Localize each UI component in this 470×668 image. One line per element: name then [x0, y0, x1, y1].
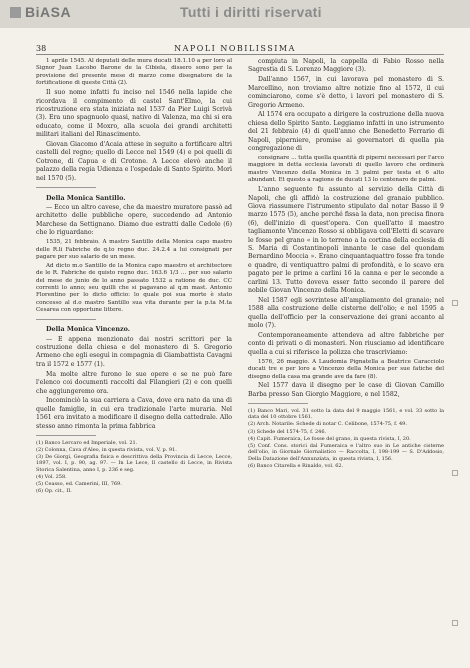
- paragraph: 1535, 21 febbraio. A mastro Santillo della Monica capo mastro delle R.li Fabriche de q.to regno duc. 24.2.4 a lui consignati per pagare per suo salario de un mese.: [36, 239, 232, 260]
- paragraph: — Ecco un altro cavese, che da maestro muratore passò ad architetto delle pubbliche opere, succedendo ad Antonio Marchese da Settignano. Diamo due estratti dalle Cedole (6) che lo riguardano:: [36, 204, 232, 237]
- paragraph: Ad dicto m.o Santillo de la Monica capo maestro et architectore de le R. Fabriche de quisto regno duc. 163.6 1/3 ... per suo salario del mese de junio de lo anno passato 1532 a ratione de duc. CC correnti lo anno; seu quilli che si pagavano al q.m mast. Antonio Florentino per lo dicto officio: lo quale poi sua morte è stato concesso al d.o mastro Santillo sua vita durante per la p.ta M.ta Cesarea con opportune littere.: [36, 262, 232, 314]
- quote-block: 1576, 26 maggio. A Laudomia Pignatella a Beatrice Caracciolo ducati tre e per loro a Vincenzo della Monica per sue fatiche del disegno della casa ma grande ave da fare (8).: [248, 358, 444, 380]
- quote-block: consignare ... tutta quella quantità di piperni necessari per l'arco maggiore in detta ecclesia lavorati di quello lavoro che ordinerà mastro Vincenzo della Monica in 3 palmi per testa et 6 alto abundant. Et questo a ragione de ducati 13 lo centenaro de palmi.: [248, 154, 444, 184]
- paragraph: Al 1574 era occupato a dirigere la costruzione della nuova chiesa dello Spirito Santo. Leggiamo infatti in uno istrumento del 21 febbraio (4) di quell'anno che Benedetto Ferrario di Napoli, piperniere, promise ai governatori di quella pia congregazione di: [248, 111, 444, 153]
- footnote: (1) Banco Lercaro ed Imperiale, vol. 21.: [36, 439, 138, 446]
- footnote: (3) Schede del 1574-75, f. 246.: [248, 428, 327, 435]
- archive-banner: [0, 0, 470, 28]
- margin-mark: [452, 300, 458, 306]
- paragraph: Giovan Giacomo d'Acaia attese in seguito a fortificare altri castelli del regno; quello di Lecce nel 1549 (4) e poi quelli di Cotrone, di Capua e di Crotone. A Lecce elevò anche il palazzo della regia Udienza e l'ospedale di Santo Spirito. Morì nel 1570 (5).: [36, 141, 232, 182]
- footnote: (3) De Giorgi, Geografia fisica e descrittiva della Provincia di Lecce, Lecce, 1897, vol. I, p. 90, ag. 97. — In Le Lece, Il castello di Lecce, in Rivista Storica Salentina, anno I, p. 236 e seg.: [36, 453, 232, 473]
- footnote: (2) Colonna, Cava d'Aleo, in questa rivista, vol. V, p. 91.: [36, 446, 177, 453]
- biasa-logo: [10, 4, 71, 20]
- footnote: (5) Conf. Cons. storici dal Fumeraica e l'altro suo in Le antiche cisterne dell'olio, in Giornale Giornalistico — Raccolta, I, 198-199 — S. D'Addosio, Della Datazione dell'Annunziata, in questa rivista, I, 156.: [248, 442, 444, 462]
- footnote: (2) Arch. Notarile: Schede di notar C. Celibone, 1574-75, f. 49.: [248, 421, 407, 428]
- paragraph: compiuta in Napoli, la cappella di Fabio Rosso nella Sagrestia di S. Lorenzo Maggiore (3).: [248, 58, 444, 74]
- paragraph: Incominciò la sua carriera a Cava, dove era nato da una di quelle famiglie, in cui era tradizionale l'arte muraria. Nel 1561 era invitato a modificare il disegno della cattedrale. Allo stesso anno rimonta la prima fabbrica: [36, 397, 232, 430]
- left-column: [36, 58, 232, 495]
- footnote: (1) Banco Mari, vol. 31 sotto la data del 9 maggio 1561, e vol. 33 sotto la data del 10 ottobre 1561.: [248, 407, 444, 421]
- paragraph: — E appena menzionato dai nostri scrittori per la costruzione della chiesa e del monastero di S. Gregorio Armeno che egli eseguì in compagnia di Giambattista Cavagni tra il 1572 e 1577 (1).: [36, 335, 232, 368]
- paragraph: Nel 1577 dava il disegno per le case di Giovan Camillo Barba presso San Giorgio Maggiore, e nel 1582,: [248, 382, 444, 398]
- rights-notice: Tutti i diritti riservati: [180, 4, 322, 20]
- footnote: (4) Capit. Fumeraica, Le fosse del grano, in questa rivista, I, 20.: [248, 435, 411, 442]
- footnote-separator: [248, 403, 308, 404]
- running-title: NAPOLI NOBILISSIMA: [174, 44, 296, 53]
- logo-square-icon: [10, 7, 21, 18]
- footnote: (4) Vol. 258.: [36, 474, 67, 481]
- margin-mark: [452, 470, 458, 476]
- paragraph: Ma molte altre furono le sue opere e se ne può fare l'elenco coi documenti raccolti dal Filangieri (2) e con quelli che aggiungeremo ora.: [36, 370, 232, 395]
- footnote-separator: [36, 435, 96, 436]
- paragraph: L'anno seguente fu assunto al servizio della Città di Napoli, che gli affidò la costruzione del granaio pubblico. Giova riassumere l'istrumento stipulato dal notar Basso il 9 marzo 1575 (5), anche perché fissa la data, non precisa finora (6), dell'inizio di quest'opera. Con quell'atto il maestro tagliamonte Vincenzo Rosso si obbligava coll'Eletti di scavare le fosse pel grano « in lo terreno a la cortina della ecclesia di S. Maria di Costantinopoli innante le case del quondam Bernardino Moccia ». Erano cinquantaquattro fosse fra tonde e quadre, di ventiquattro palmi di profondità, e lo scavo era pagato per le prime a carlini 16 la canna e per le seconde a carlini 13. Tutto doveva esser fatto secondo il parere del nobile Giovan Vincenzo della Monica.: [248, 186, 444, 294]
- section-separator: [36, 187, 96, 188]
- section-title: Della Monica Vincenzo.: [46, 325, 131, 334]
- paragraph: 1 aprile 1545. Al deputati delle mura ducati 18.1.10 a per loro al Signor Juan Lacobo Barone de la Cibiela, dissero sono per la provisione del presente mese di marzo come disegnatore de la fortificatione di queste Città (2).: [36, 58, 232, 87]
- right-column: [248, 58, 444, 470]
- section-separator: [36, 319, 96, 320]
- paragraph: Dall'anno 1567, in cui lavorava pel monastero di S. Marcellino, non troviamo altre notizie fino al 1572, il cui cominciarono, come s'è detto, i lavori pel monastero di S. Gregorio Armeno.: [248, 76, 444, 109]
- margin-mark: [452, 620, 458, 626]
- footnote: (6) Op. cit., II.: [36, 488, 72, 495]
- paragraph: Nel 1587 egli sovrintese all'ampliamento del granaio; nel 1588 alla costruzione delle cisterne dell'olio; e nel 1595 a quella dell'officio per la conservazione dei grani accanto al molo (7).: [248, 296, 444, 330]
- section-title: Della Monica Santillo.: [46, 193, 126, 202]
- footnote: (5) Ceasso, ed. Camerini, III, 769.: [36, 481, 122, 488]
- paragraph: Contemporaneamente attendeva ad altre fabbriche per conto di privati o di monasteri. Non riusciamo ad identificare quella a cui si riferisce la polizza che trascriviamo:: [248, 332, 444, 356]
- page-number: 38: [36, 44, 47, 53]
- header-rule: [36, 54, 444, 55]
- footnote: (6) Banco Citarella e Rinaldo, vol. 62.: [248, 463, 344, 469]
- paragraph: Il suo nome infatti fu inciso nel 1546 nella lapide che ricordava il compimento di castel Sant'Elmo, la cui ricostruzione era stata iniziata nel 1537 da Pier Luigi Scrivà (3). Era uno spagnuolo quasi, nativo di Valenza, ma chi si era educato, come il Moxro, alla scuola dei grandi architetti militari italiani del Rinascimento.: [36, 89, 232, 139]
- logo-text: BiASA: [25, 4, 72, 20]
